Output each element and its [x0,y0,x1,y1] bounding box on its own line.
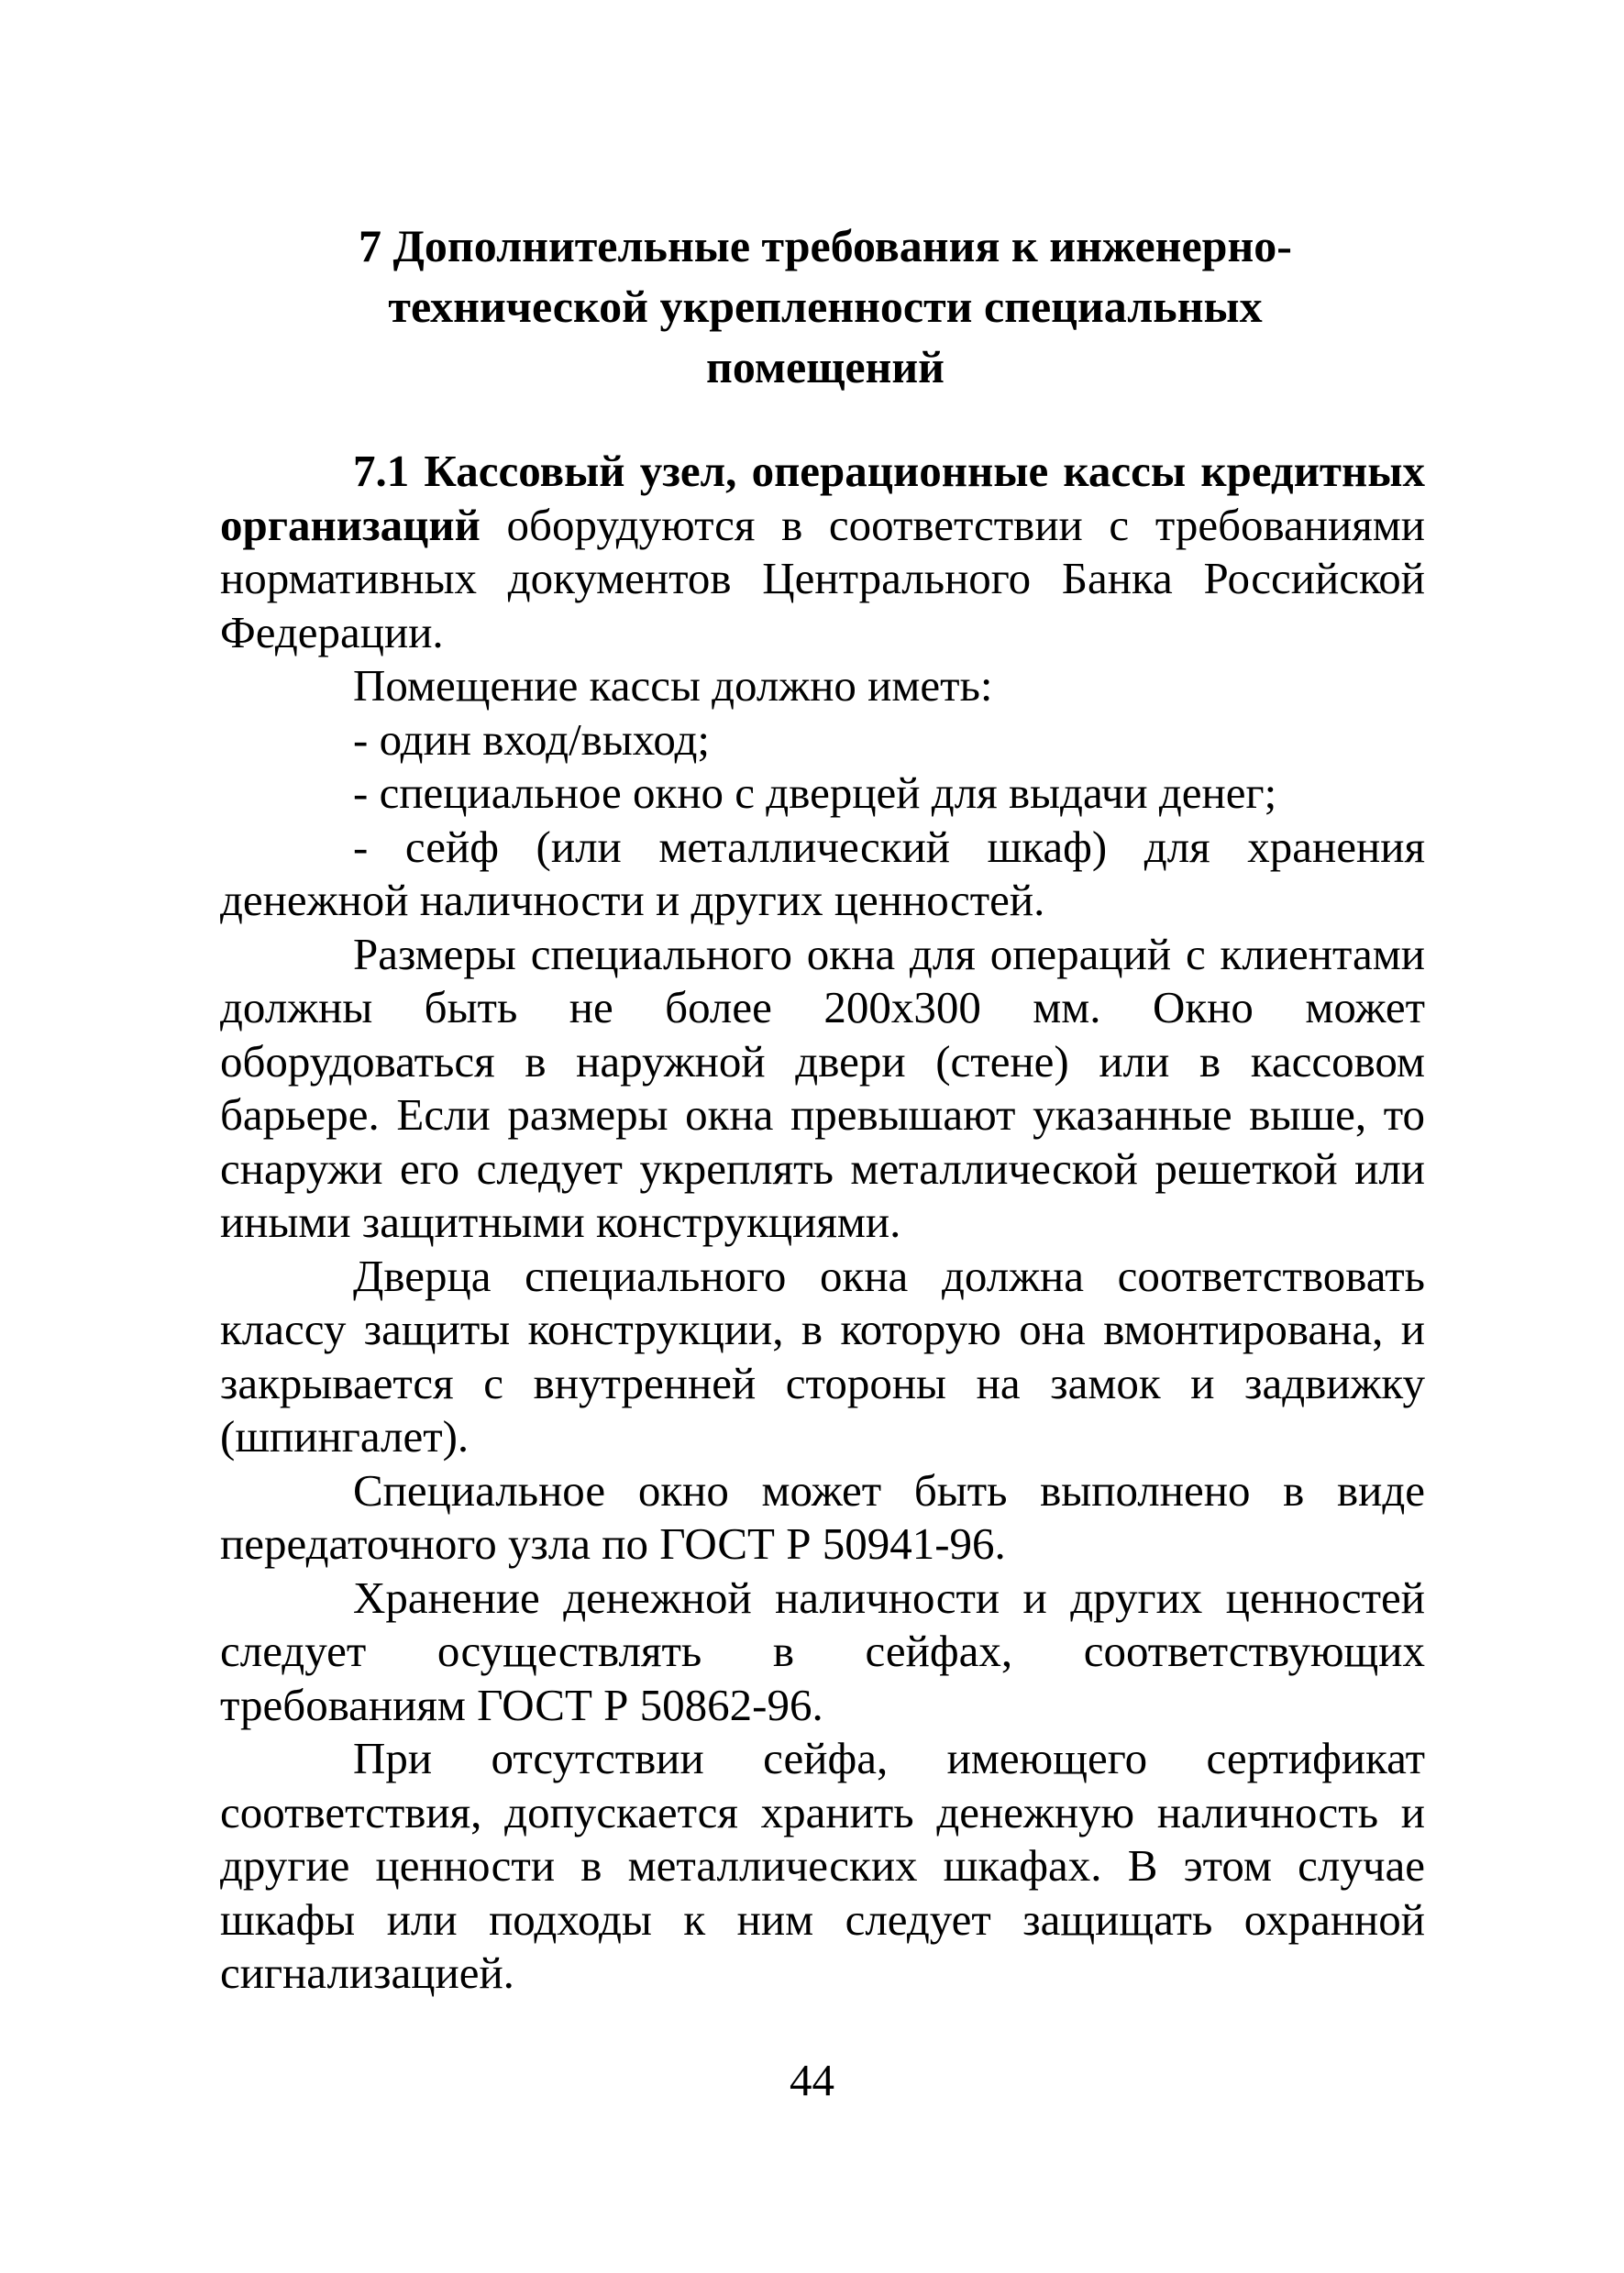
heading-line-3: помещений [706,341,945,392]
paragraph-window-size: Размеры специального окна для операций с клиентами должны быть не более 200х300 мм. Окно может оборудоваться в наружной двери (стене) или в кассовом барьере. Если размеры окна превышают указанные выше, то снаружи его следует укреплять металлической решеткой или иными защитными конструкциями. [220,928,1425,1247]
paragraph-transfer-unit: Специальное окно может быть выполнено в виде передаточного узла по ГОСТ Р 50941-96. [220,1464,1425,1569]
paragraph-safe-storage: Хранение денежной наличности и других ценностей следует осуществлять в сейфах, соответствующих требованиям ГОСТ Р 50862-96. [220,1572,1425,1730]
list-item-entrance: - один вход/выход; [353,713,711,765]
subsection-title: 7.1 Кассовый узел, операционные кассы кредитных организаций [220,446,1425,550]
paragraph-7-1-text: оборудуются в соответствии с требованиями нормативных документов Центрального Банка Российской Федерации. [220,499,1425,657]
page-number: 44 [790,2055,834,2105]
section-heading [220,215,1431,397]
heading-line-2: технической укрепленности специальных [388,281,1263,332]
body-text [220,445,1425,2001]
paragraph-7-1 [220,445,1425,659]
list-item-safe: - сейф (или металлический шкаф) для хранения денежной наличности и других ценностей. [220,821,1425,925]
paragraph-cash-room-requirements: Помещение кассы должно иметь: [353,660,993,711]
heading-line-1: 7 Дополнительные требования к инженерно- [359,220,1292,271]
paragraph-window-door: Дверца специального окна должна соответствовать классу защиты конструкции, в которую она вмонтирована, и закрывается с внутренней стороны на замок и задвижку (шпингалет). [220,1250,1425,1462]
list-item-special-window: - специальное окно с дверцей для выдачи денег; [353,767,1277,818]
paragraph-metal-cabinets: При отсутствии сейфа, имеющего сертификат соответствия, допускается хранить денежную наличность и другие ценности в металлических шкафах. В этом случае шкафы или подходы к ним следует защищать охранной сигнализацией. [220,1733,1425,1998]
